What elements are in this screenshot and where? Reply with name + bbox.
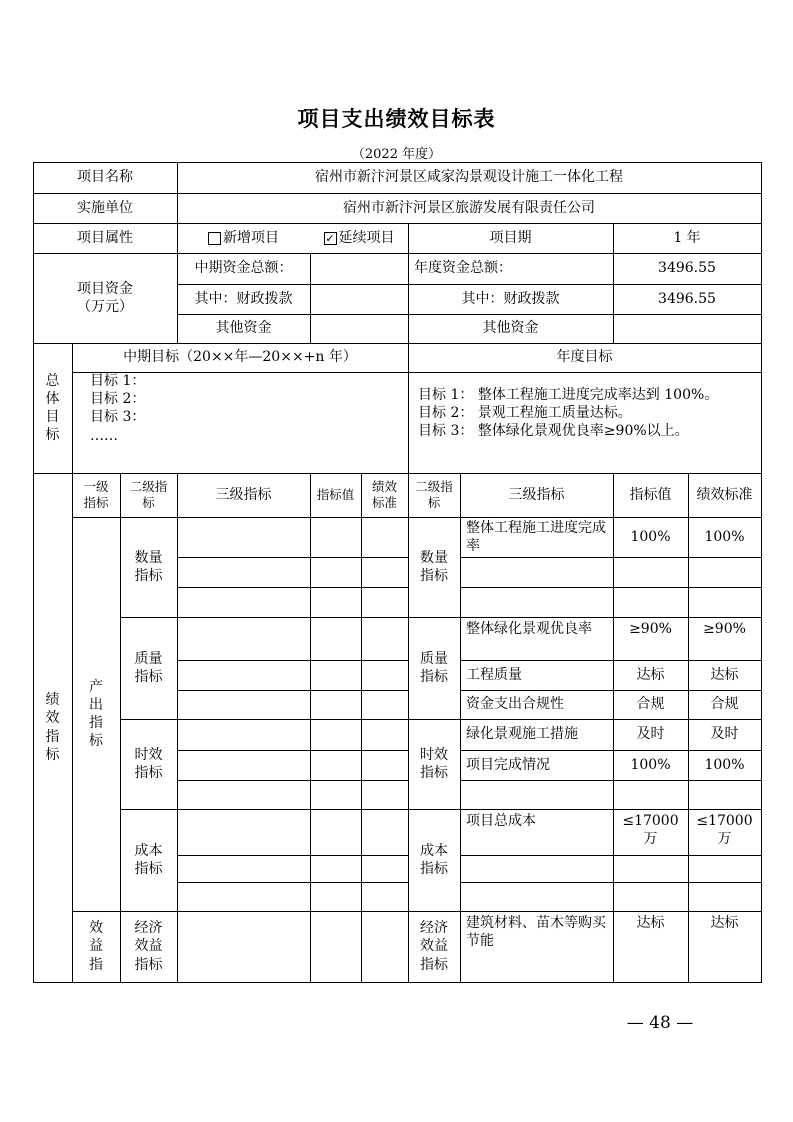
col-standard-right: 绩效标准: [696, 486, 753, 503]
benefit-indicators-label-char: 指: [89, 956, 103, 973]
year-fiscal-label: 其中：财政拨款: [461, 290, 560, 307]
indicator-name: 整体工程施工进度完成率: [466, 519, 606, 554]
col-level2: 二级指标: [129, 478, 168, 510]
indicator-value: 合规: [636, 696, 665, 713]
period-value: 1 年: [673, 229, 701, 246]
indicator-name: 绿化景观施工措施: [466, 726, 578, 743]
indicator-value: [613, 780, 688, 809]
indicator-name: [460, 780, 613, 809]
funds-label-line: （万元）: [77, 299, 133, 315]
year-goal-list: [408, 372, 761, 473]
indicator-standard: [688, 882, 761, 911]
col-level3-right: 三级指标: [508, 486, 565, 503]
year-goal-header: 年度目标: [556, 349, 613, 366]
indicator-value: 100%: [630, 528, 671, 545]
indicator-standard: [688, 780, 761, 809]
indicator-value: ≥90%: [629, 621, 672, 637]
group-name-line: 时效: [420, 746, 448, 763]
indicator-value: [613, 855, 688, 882]
indicator-value: [613, 882, 688, 911]
checkbox-checked-icon[interactable]: ✓: [325, 231, 335, 245]
col-level1: 一级指标: [83, 478, 109, 510]
table-rule: [177, 557, 409, 558]
group-name-line: 效益: [134, 938, 163, 955]
indicator-standard: 合规: [710, 696, 739, 713]
mid-goal-item: 目标 1：: [90, 373, 146, 389]
group-name-right: [408, 617, 460, 719]
indicator-standard: 100%: [704, 756, 745, 773]
indicator-standard: [688, 587, 761, 617]
year-total-value: 3496.55: [658, 260, 716, 277]
group-name-left: [120, 719, 177, 809]
table-rule: [761, 162, 762, 983]
table-rule: [177, 855, 409, 856]
indicator-value: 达标: [636, 666, 665, 683]
year-other-value: [613, 314, 761, 343]
group-name-line: 指标: [134, 765, 163, 781]
indicator-name: [460, 882, 613, 911]
table-rule: [310, 473, 311, 983]
year-fiscal-value: 3496.55: [658, 290, 716, 307]
mid-goal-item: 目标 3：: [90, 409, 146, 426]
benefit-indicators-label-char: 效: [89, 920, 103, 937]
mid-goal-list: [72, 372, 408, 473]
group-name-line: 指标: [420, 765, 448, 781]
attr-continue-option: [310, 223, 408, 253]
group-name-line: 指标: [420, 956, 448, 973]
indicator-standard: ≤17000万: [696, 813, 753, 848]
table-rule: [177, 660, 409, 661]
group-name-line: 经济: [420, 920, 448, 937]
indicator-name: [460, 855, 613, 882]
output-indicators-label-char: 指: [89, 715, 103, 731]
mid-fiscal-label: 其中：财政拨款: [194, 290, 293, 307]
group-name-line: 指标: [420, 669, 448, 685]
group-name-line: 指标: [134, 861, 163, 877]
group-name-line: 数量: [134, 549, 163, 566]
group-name-line: 指标: [420, 568, 448, 584]
goals-label-char: 总: [45, 372, 60, 389]
indicators-label-char: 指: [45, 728, 60, 745]
year-goal-item: 目标 3： 整体绿化景观优良率≥90%以上。: [418, 423, 689, 440]
col-level3: 三级指标: [215, 486, 272, 503]
group-name-left: [120, 517, 177, 617]
col-level2-right: 二级指标: [415, 478, 453, 510]
period-label: 项目期: [489, 229, 532, 246]
year-other-label: 其他资金: [482, 320, 539, 337]
indicator-name: 建筑材料、苗木等购买节能: [466, 915, 606, 950]
output-indicators-label-char: 产: [89, 678, 103, 695]
output-indicators-label-char: 出: [89, 696, 103, 713]
group-name-line: 指标: [134, 956, 163, 973]
group-name-line: 指标: [420, 861, 448, 877]
indicator-name: 整体绿化景观优良率: [466, 621, 592, 637]
indicator-standard: 及时: [710, 726, 739, 743]
unit-label: 实施单位: [77, 199, 133, 216]
mid-fiscal-value: [310, 284, 408, 314]
mid-goal-header: 中期目标（20××年—20××+n 年）: [123, 349, 357, 366]
output-indicators-label-char: 标: [89, 733, 103, 750]
table-rule: [177, 473, 178, 983]
goals-label-char: 体: [45, 390, 60, 407]
funds-label-line: 项目资金: [77, 280, 133, 297]
indicator-name: [460, 557, 613, 587]
group-name-right: [408, 719, 460, 809]
group-name-line: 成本: [420, 842, 448, 859]
indicator-name: 资金支出合规性: [466, 696, 564, 713]
attr-label: 项目属性: [77, 229, 133, 246]
indicators-label-char: 标: [45, 746, 60, 763]
year-total-label: 年度资金总额：: [414, 260, 512, 277]
mid-total-label: 中期资金总额：: [194, 260, 293, 277]
unit-value: 宿州市新汴河景区旅游发展有限责任公司: [343, 199, 595, 216]
indicator-standard: [688, 557, 761, 587]
indicator-name: [460, 587, 613, 617]
funds-label: [33, 253, 177, 343]
goals-label-char: 目: [45, 409, 60, 425]
attr-new-option: [177, 223, 310, 253]
page-number: — 48 —: [626, 1013, 694, 1033]
checkbox-icon[interactable]: [208, 232, 221, 245]
indicator-standard: 达标: [710, 915, 739, 931]
indicator-name: 项目总成本: [466, 813, 536, 829]
indicator-standard: [688, 855, 761, 882]
table-rule: [177, 690, 409, 691]
group-name-line: 指标: [134, 568, 163, 584]
indicator-value: 达标: [636, 915, 665, 931]
group-name-line: 质量: [134, 650, 163, 667]
indicator-standard: 100%: [704, 528, 745, 545]
group-name-line: 效益: [420, 938, 448, 955]
group-name-line: 质量: [420, 650, 448, 667]
indicator-value: [613, 557, 688, 587]
project-name-value: 宿州市新汴河景区咸家沟景观设计施工一体化工程: [315, 169, 623, 186]
col-value: 指标值: [316, 486, 355, 502]
group-name-line: 数量: [420, 549, 448, 566]
mid-goal-item: ……: [90, 427, 118, 444]
mid-goal-item: 目标 2：: [90, 391, 146, 408]
year-subtitle: （2022 年度）: [351, 147, 442, 162]
indicator-value: 及时: [636, 726, 665, 743]
indicator-standard: 达标: [710, 666, 739, 683]
mid-other-value: [310, 314, 408, 343]
col-value-right: 指标值: [629, 486, 672, 503]
col-standard: 绩效标准: [371, 478, 397, 510]
group-name-right: [408, 517, 460, 617]
project-name-label: 项目名称: [77, 169, 133, 186]
attr-continue-label: 延续项目: [338, 229, 395, 246]
group-name-left: [120, 617, 177, 719]
table-rule: [177, 587, 409, 588]
goals-label-char: 标: [45, 427, 60, 444]
indicator-value: [613, 587, 688, 617]
table-rule: [33, 982, 762, 983]
table-rule: [177, 882, 409, 883]
group-name-left: [120, 911, 177, 982]
indicators-label: [33, 473, 72, 982]
indicators-label-char: 效: [45, 710, 60, 727]
output-indicators-label: [72, 517, 120, 911]
table-rule: [177, 780, 409, 781]
table-rule: [361, 473, 362, 983]
table-rule: [177, 750, 409, 751]
indicator-name: 项目完成情况: [466, 756, 550, 773]
group-name-line: 指标: [134, 669, 163, 685]
year-goal-item: 目标 2： 景观工程施工质量达标。: [418, 405, 632, 422]
indicators-label-char: 绩: [45, 692, 60, 709]
group-name-right: [408, 911, 460, 982]
group-name-right: [408, 809, 460, 911]
goals-label: [33, 343, 72, 473]
group-name-line: 经济: [134, 920, 163, 937]
mid-total-value: [310, 253, 408, 284]
benefit-indicators-label-char: 益: [89, 938, 103, 955]
indicator-standard: ≥90%: [703, 621, 746, 637]
group-name-left: [120, 809, 177, 911]
group-name-line: 时效: [134, 746, 163, 763]
page-title: 项目支出绩效目标表: [297, 107, 496, 131]
attr-new-label: 新增项目: [223, 229, 279, 246]
indicator-value: 100%: [630, 756, 671, 773]
indicator-name: 工程质量: [466, 666, 522, 683]
mid-other-label: 其他资金: [215, 320, 272, 337]
indicator-value: ≤17000万: [622, 813, 679, 848]
group-name-line: 成本: [134, 842, 163, 859]
year-goal-item: 目标 1： 整体工程施工进度完成率达到 100%。: [418, 387, 719, 403]
benefit-indicators-label: [72, 911, 120, 982]
